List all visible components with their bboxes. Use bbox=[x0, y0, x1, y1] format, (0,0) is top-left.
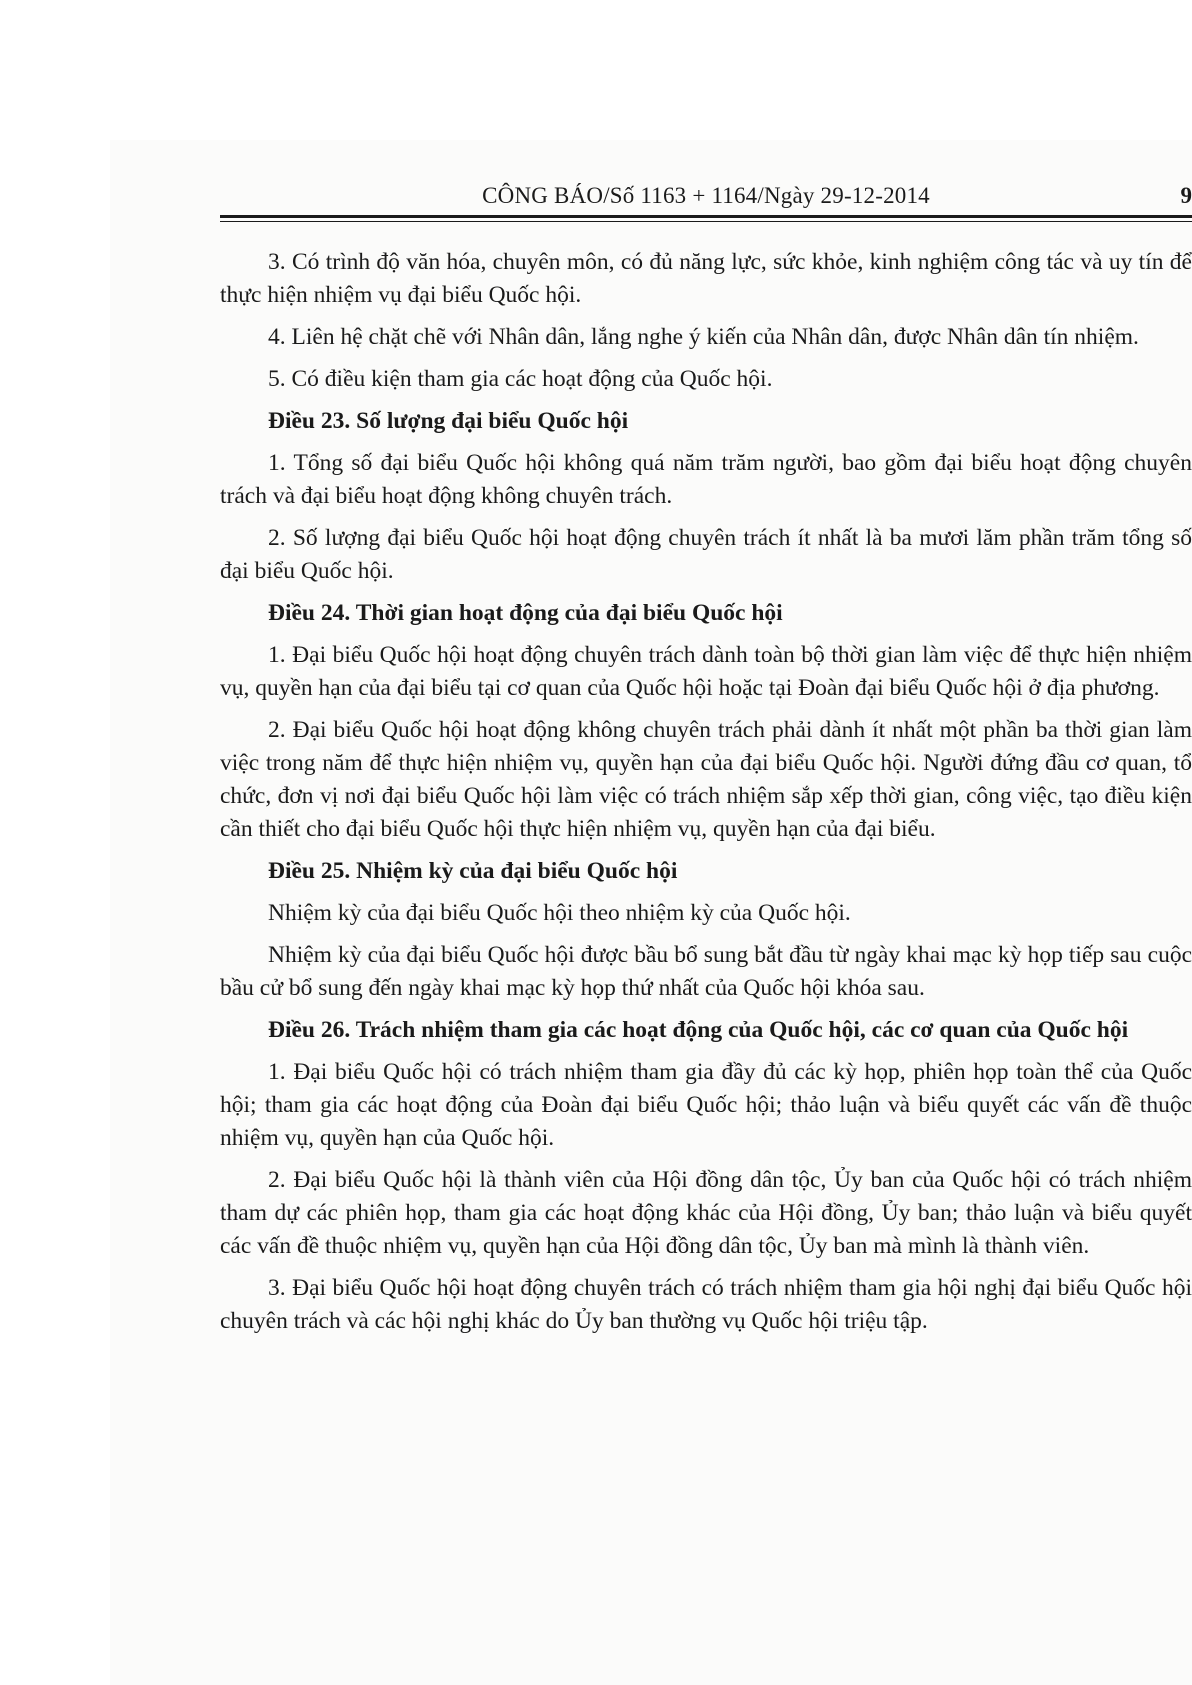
paragraph-a26-2: 2. Đại biểu Quốc hội là thành viên của Hội đồng dân tộc, Ủy ban của Quốc hội có trách nhiệm tham dự các phiên họp, tham gia các hoạt động khác của Hội đồng, Ủy ban; thảo luận và biểu quyết các vấn đề thuộc nhiệm vụ, quyền hạn của Hội đồng dân tộc, Ủy ban mà mình là thành viên. bbox=[220, 1167, 1192, 1259]
article-25-heading: Điều 25. Nhiệm kỳ của đại biểu Quốc hội bbox=[268, 858, 678, 884]
page-number: 9 bbox=[1180, 183, 1192, 208]
page-header bbox=[220, 183, 1192, 217]
article-24-heading: Điều 24. Thời gian hoạt động của đại biểu Quốc hội bbox=[268, 600, 783, 626]
header-rule-thin bbox=[220, 221, 1192, 222]
paragraph-a24-2: 2. Đại biểu Quốc hội hoạt động không chuyên trách phải dành ít nhất một phần ba thời gian làm việc trong năm để thực hiện nhiệm vụ, quyền hạn của đại biểu Quốc hội. Người đứng đầu cơ quan, tổ chức, đơn vị nơi đại biểu Quốc hội làm việc có trách nhiệm sắp xếp thời gian, công việc, tạo điều kiện cần thiết cho đại biểu Quốc hội thực hiện nhiệm vụ, quyền hạn của đại biểu. bbox=[220, 717, 1192, 842]
header-rule-thick bbox=[220, 215, 1192, 218]
paragraph-clause-4: 4. Liên hệ chặt chẽ với Nhân dân, lắng nghe ý kiến của Nhân dân, được Nhân dân tín nhiệm. bbox=[268, 324, 1139, 350]
paragraph-a26-3: 3. Đại biểu Quốc hội hoạt động chuyên trách có trách nhiệm tham gia hội nghị đại biểu Quốc hội chuyên trách và các hội nghị khác do Ủy ban thường vụ Quốc hội triệu tập. bbox=[220, 1275, 1192, 1334]
paragraph-a26-1: 1. Đại biểu Quốc hội có trách nhiệm tham gia đầy đủ các kỳ họp, phiên họp toàn thể của Quốc hội; tham gia các hoạt động của Đoàn đại biểu Quốc hội; thảo luận và biểu quyết các vấn đề thuộc nhiệm vụ, quyền hạn của Quốc hội. bbox=[220, 1059, 1192, 1151]
paragraph-a25-1: Nhiệm kỳ của đại biểu Quốc hội theo nhiệm kỳ của Quốc hội. bbox=[268, 900, 851, 926]
gazette-header-title: CÔNG BÁO/Số 1163 + 1164/Ngày 29-12-2014 bbox=[482, 183, 930, 208]
article-23-heading: Điều 23. Số lượng đại biểu Quốc hội bbox=[268, 408, 629, 434]
paragraph-clause-5: 5. Có điều kiện tham gia các hoạt động của Quốc hội. bbox=[268, 366, 773, 392]
paragraph-a23-1: 1. Tổng số đại biểu Quốc hội không quá năm trăm người, bao gồm đại biểu hoạt động chuyên trách và đại biểu hoạt động không chuyên trách. bbox=[220, 450, 1192, 509]
paragraph-a23-2: 2. Số lượng đại biểu Quốc hội hoạt động chuyên trách ít nhất là ba mươi lăm phần trăm tổng số đại biểu Quốc hội. bbox=[220, 525, 1192, 584]
paragraph-a25-2: Nhiệm kỳ của đại biểu Quốc hội được bầu bổ sung bắt đầu từ ngày khai mạc kỳ họp tiếp sau cuộc bầu cử bổ sung đến ngày khai mạc kỳ họp thứ nhất của Quốc hội khóa sau. bbox=[220, 942, 1192, 1001]
paragraph-a24-1: 1. Đại biểu Quốc hội hoạt động chuyên trách dành toàn bộ thời gian làm việc để thực hiện nhiệm vụ, quyền hạn của đại biểu tại cơ quan của Quốc hội hoặc tại Đoàn đại biểu Quốc hội ở địa phương. bbox=[220, 642, 1192, 701]
paragraph-clause-3: 3. Có trình độ văn hóa, chuyên môn, có đủ năng lực, sức khỏe, kinh nghiệm công tác và uy tín để thực hiện nhiệm vụ đại biểu Quốc hội. bbox=[220, 249, 1192, 308]
document-body bbox=[220, 246, 1192, 1347]
article-26-heading: Điều 26. Trách nhiệm tham gia các hoạt động của Quốc hội, các cơ quan của Quốc hội bbox=[268, 1017, 1129, 1043]
